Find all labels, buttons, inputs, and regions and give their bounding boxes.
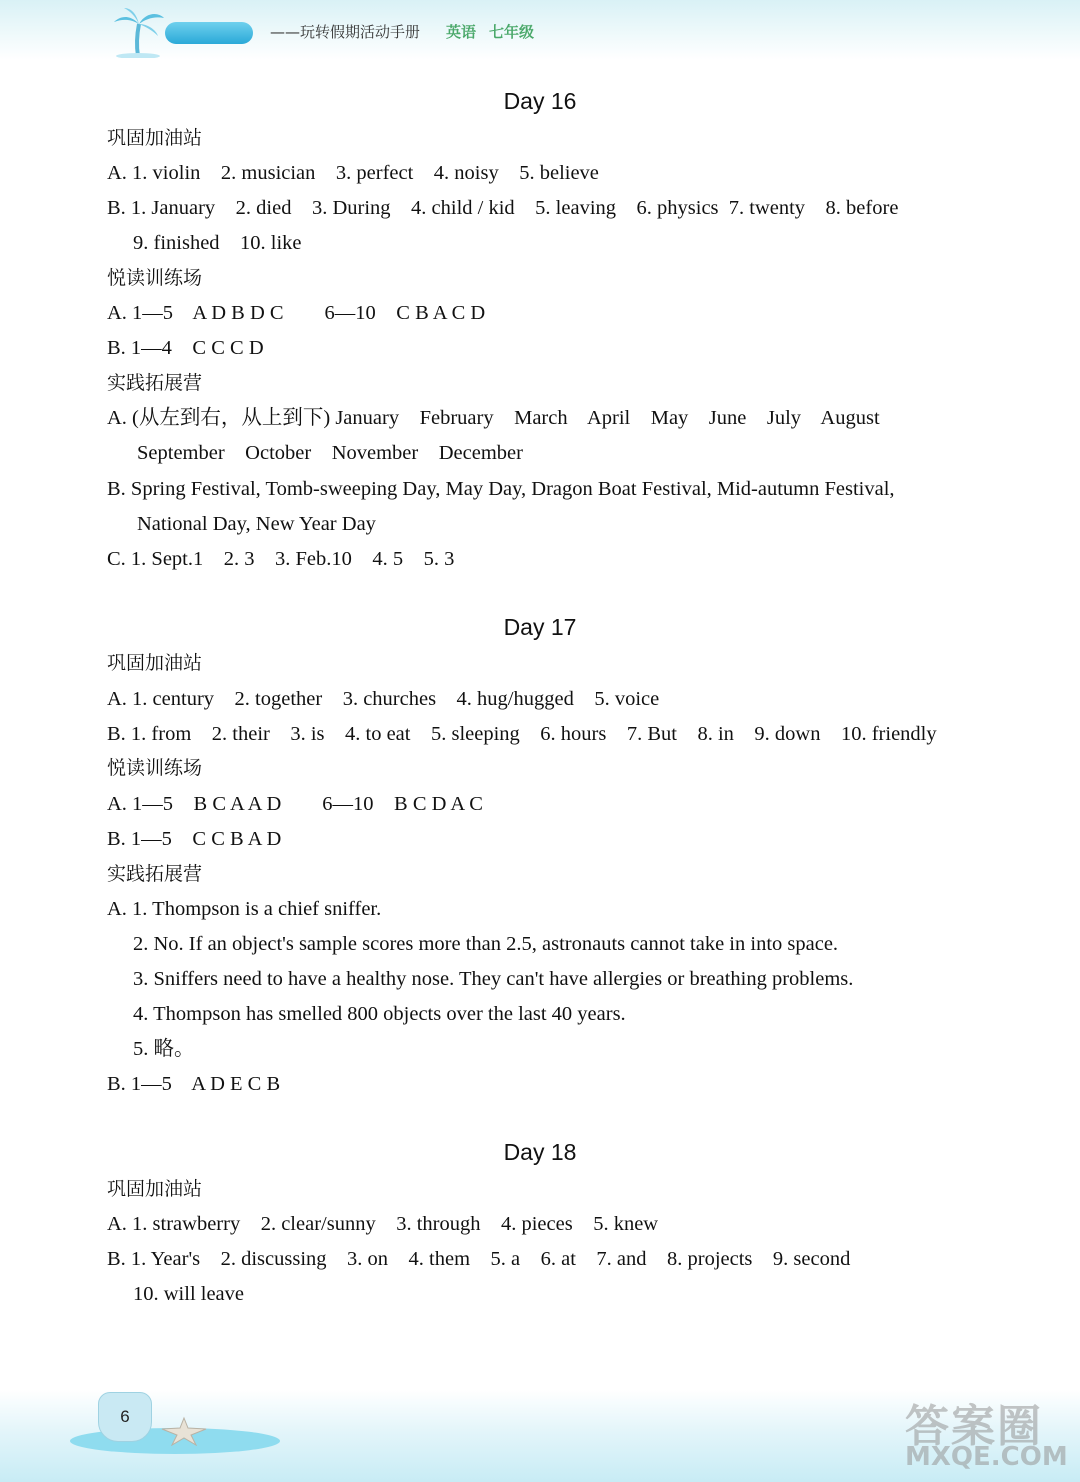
day-title: Day 16 [503, 88, 577, 114]
answer-line: National Day, New Year Day [137, 513, 376, 535]
section-heading: 巩固加油站 [107, 1178, 203, 1200]
header-subject: 英语 [446, 23, 477, 41]
answer-line: B. 1. from 2. their 3. is 4. to eat 5. sleeping 6. hours 7. But 8. in 9. down 10. friendly [107, 723, 937, 745]
page-number: 6 [120, 1407, 130, 1426]
answer-line: B. Spring Festival, Tomb-sweeping Day, May Day, Dragon Boat Festival, Mid-autumn Festival, [107, 478, 895, 500]
answer-line: A. 1—5 B C A A D 6—10 B C D A C [107, 793, 483, 815]
answer-line: 2. No. If an object's sample scores more than 2.5, astronauts cannot take in into space. [133, 933, 839, 955]
answer-line: B. 1—5 C C B A D [107, 828, 282, 850]
answer-line: A. 1. century 2. together 3. churches 4. hug/hugged 5. voice [107, 688, 660, 710]
watermark-text: 答案圈 [905, 1401, 1043, 1452]
answer-line: A. 1—5 A D B D C 6—10 C B A C D [107, 302, 486, 324]
section-heading: 实践拓展营 [107, 372, 203, 394]
answer-line: 5. 略。 [133, 1038, 195, 1060]
answer-line: A. 1. strawberry 2. clear/sunny 3. through 4. pieces 5. knew [107, 1213, 659, 1235]
answer-line: A. 1. Thompson is a chief sniffer. [107, 898, 382, 920]
header-grade: 七年级 [489, 23, 535, 41]
answer-line: B. 1—5 A D E C B [107, 1073, 281, 1095]
answer-line: September October November December [137, 442, 523, 464]
answer-line: 10. will leave [133, 1283, 245, 1305]
day-title: Day 18 [503, 1139, 577, 1165]
section-heading: 悦读训练场 [107, 267, 203, 289]
answer-line: B. 1. January 2. died 3. During 4. child / kid 5. leaving 6. physics 7. twenty 8. before [107, 197, 899, 219]
section-heading: 巩固加油站 [107, 127, 203, 149]
watermark [905, 1390, 1075, 1478]
section-heading: 悦读训练场 [107, 757, 203, 779]
answer-line: C. 1. Sept.1 2. 3 3. Feb.10 4. 5 5. 3 [107, 548, 455, 570]
answer-line: 4. Thompson has smelled 800 objects over the last 40 years. [133, 1003, 626, 1025]
logo-badge [165, 22, 253, 44]
day-title: Day 17 [503, 614, 577, 640]
palm-tree-logo-icon [108, 6, 168, 58]
section-heading: 巩固加油站 [107, 652, 203, 674]
answer-line: 9. finished 10. like [133, 232, 302, 254]
answer-line: B. 1. Year's 2. discussing 3. on 4. them 5. a 6. at 7. and 8. projects 9. second [107, 1248, 851, 1270]
watermark-url: MXQE.COM [905, 1442, 1068, 1472]
page-badge [98, 1392, 152, 1442]
answer-line: 3. Sniffers need to have a healthy nose. They can't have allergies or breathing problems. [133, 968, 854, 990]
section-heading: 实践拓展营 [107, 863, 203, 885]
answer-line: B. 1—4 C C C D [107, 337, 264, 359]
answer-line: A. (从左到右，从上到下) January February March April May June July August [107, 407, 880, 429]
starfish-icon [160, 1416, 208, 1446]
answer-line: A. 1. violin 2. musician 3. perfect 4. noisy 5. believe [107, 162, 599, 184]
header-title: ——玩转假期活动手册 [270, 23, 421, 41]
